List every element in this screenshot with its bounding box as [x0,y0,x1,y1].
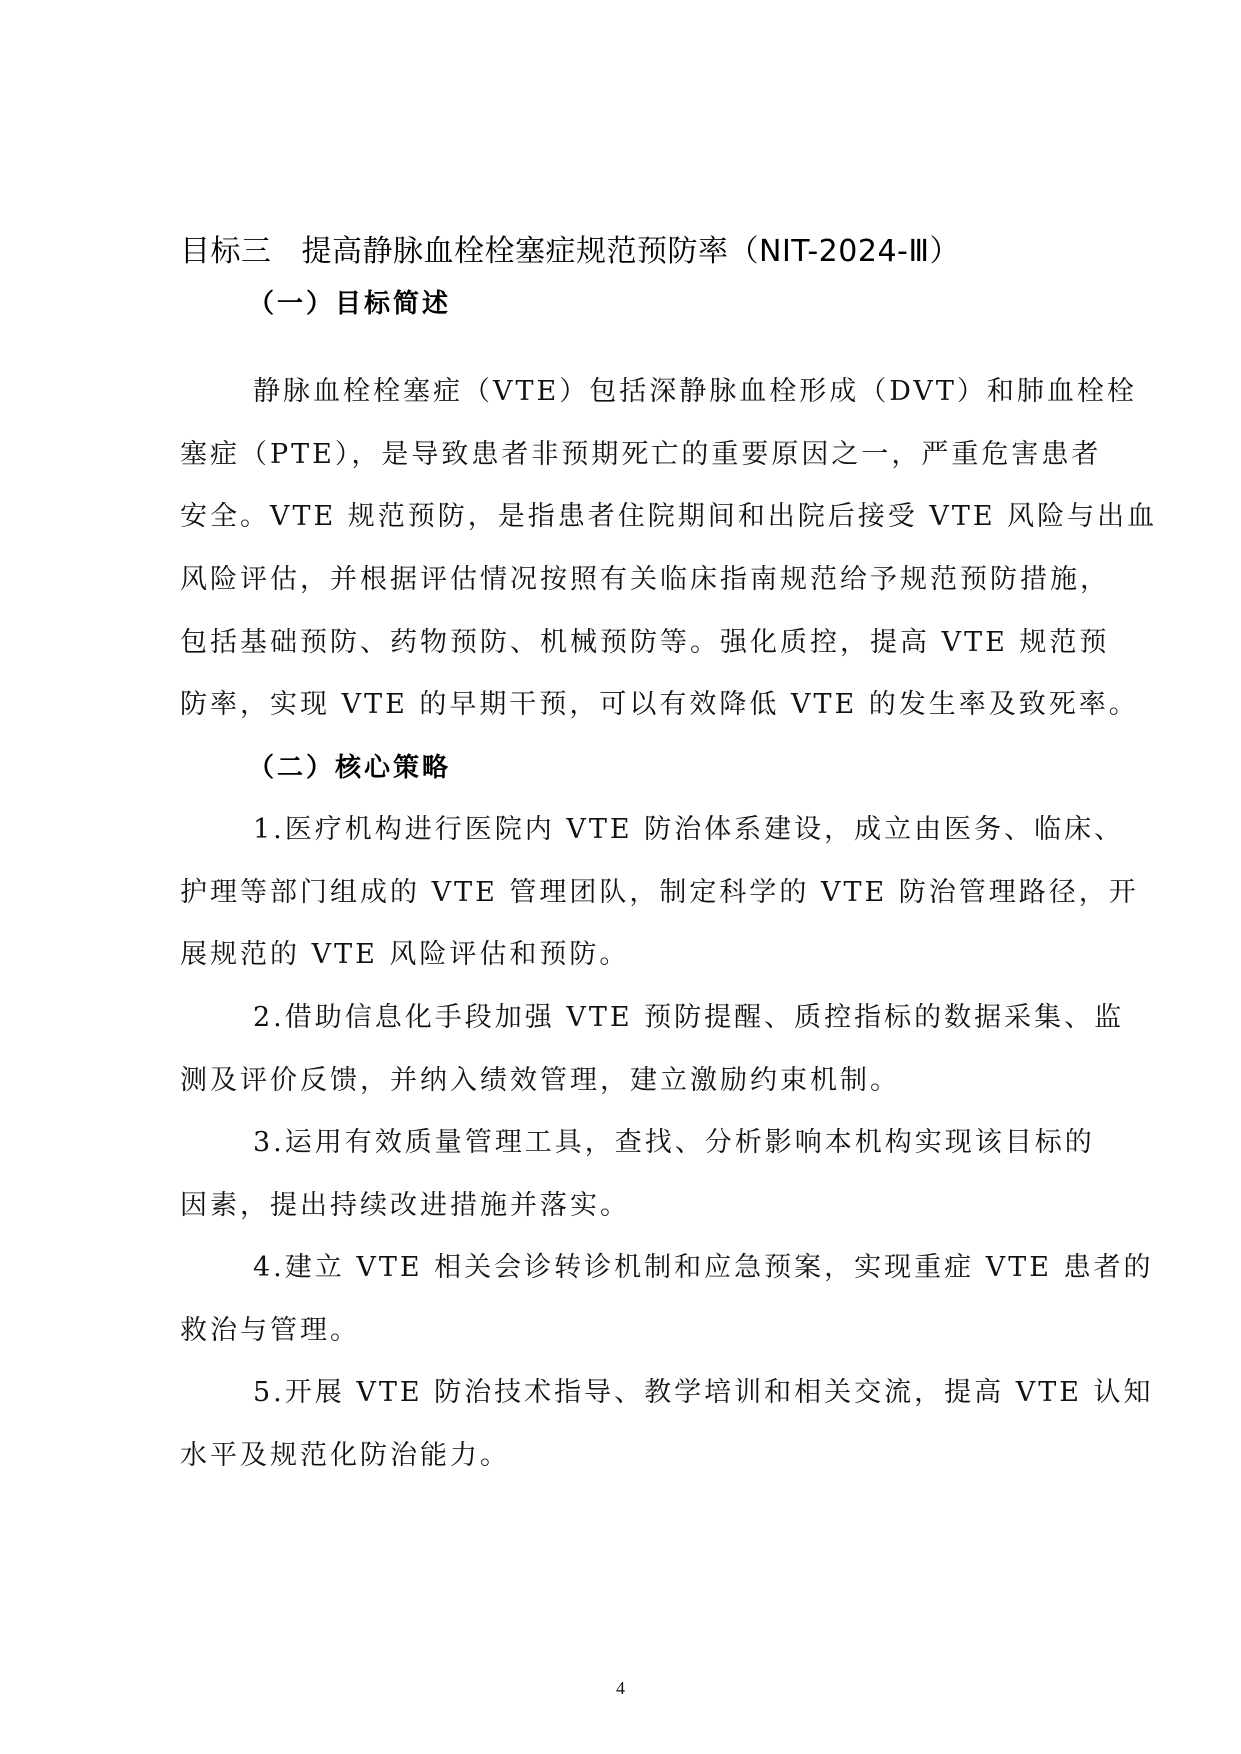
section-heading-summary: （一）目标简述 [248,289,452,319]
page-number: 4 [616,1678,625,1698]
title-prefix: 目标三 [180,234,272,269]
strategy-item-1-line: 护理等部门组成的 VTE 管理团队，制定科学的 VTE 防治管理路径，开 [180,877,1139,908]
strategy-item-1-line: 展规范的 VTE 风险评估和预防。 [180,939,630,970]
strategy-item-4-line: 救治与管理。 [180,1315,360,1346]
page-title [180,232,960,272]
strategy-item-3-line: 因素，提出持续改进措施并落实。 [180,1190,630,1221]
strategy-item-5-line: 水平及规范化防治能力。 [180,1440,510,1471]
paragraph-line: 安全。VTE 规范预防，是指患者住院期间和出院后接受 VTE 风险与出血 [180,501,1158,532]
strategy-item-1-line: 1.医疗机构进行医院内 VTE 防治体系建设，成立由医务、临床、 [253,814,1125,845]
paragraph-line: 塞症（PTE），是导致患者非预期死亡的重要原因之一，严重危害患者 [180,439,1102,470]
section-heading-strategy: （二）核心策略 [248,753,452,783]
paragraph-line: 包括基础预防、药物预防、机械预防等。强化质控，提高 VTE 规范预 [180,627,1110,658]
strategy-item-2-line: 测及评价反馈，并纳入绩效管理，建立激励约束机制。 [180,1065,900,1096]
paragraph-line: 防率，实现 VTE 的早期干预，可以有效降低 VTE 的发生率及致死率。 [180,689,1139,720]
paragraph-line: 风险评估，并根据评估情况按照有关临床指南规范给予规范预防措施， [180,564,1110,595]
title-text: 提高静脉血栓栓塞症规范预防率（NIT-2024-Ⅲ） [301,234,961,269]
paragraph-line: 静脉血栓栓塞症（VTE）包括深静脉血栓形成（DVT）和肺血栓栓 [253,376,1137,407]
strategy-item-2-line: 2.借助信息化手段加强 VTE 预防提醒、质控指标的数据采集、监 [253,1002,1125,1033]
strategy-item-4-line: 4.建立 VTE 相关会诊转诊机制和应急预案，实现重症 VTE 患者的 [253,1252,1154,1283]
strategy-item-3-line: 3.运用有效质量管理工具，查找、分析影响本机构实现该目标的 [253,1127,1095,1158]
strategy-item-5-line: 5.开展 VTE 防治技术指导、教学培训和相关交流，提高 VTE 认知 [253,1377,1154,1408]
